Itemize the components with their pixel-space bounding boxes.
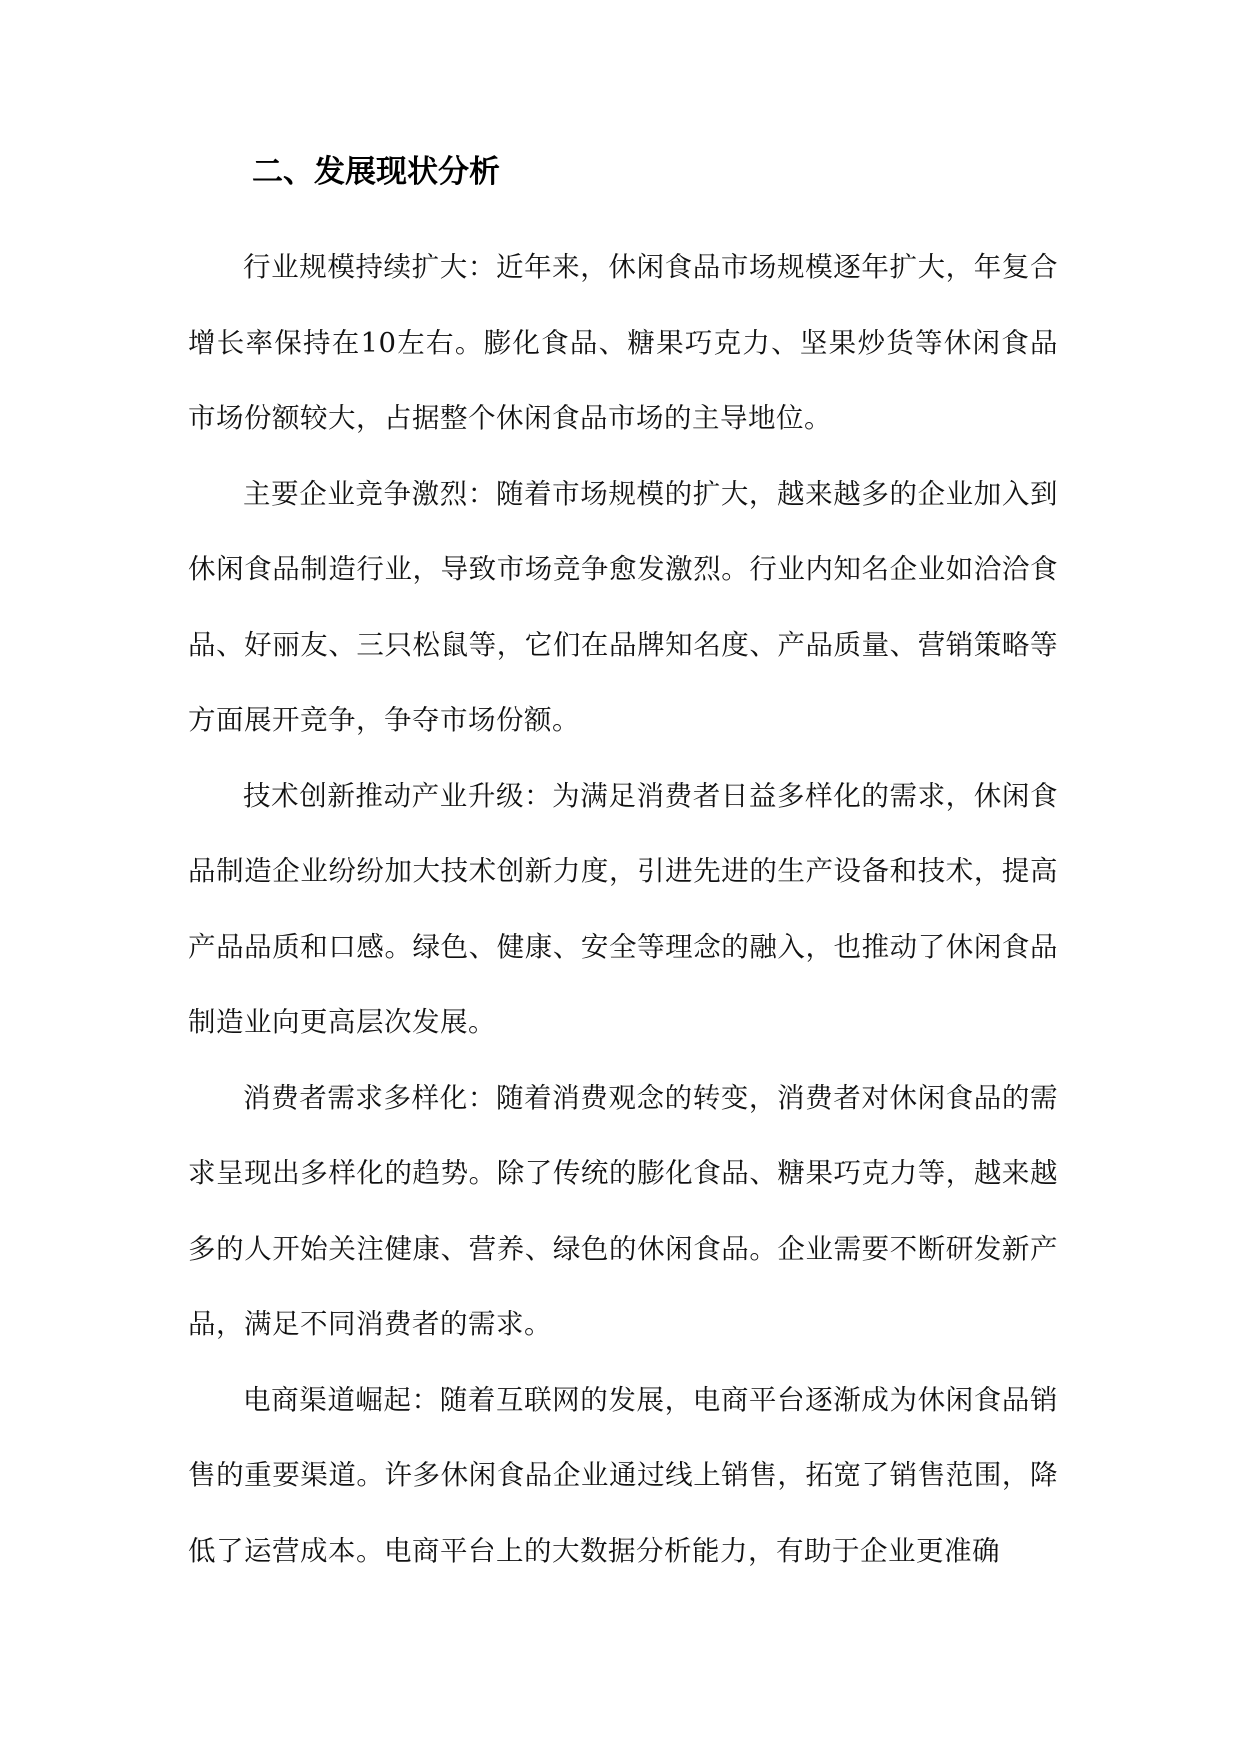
section-heading: 二、发展现状分析: [252, 154, 500, 190]
paragraph-ecommerce: 电商渠道崛起：随着互联网的发展，电商平台逐渐成为休闲食品销售的重要渠道。许多休闲食品企业通过线上销售，拓宽了销售范围，降低了运营成本。电商平台上的大数据分析能力，有助于企业更准确: [188, 1383, 1058, 1567]
paragraph-industry-scale: 行业规模持续扩大：近年来，休闲食品市场规模逐年扩大，年复合增长率保持在10左右。膨化食品、糖果巧克力、坚果炒货等休闲食品市场份额较大，占据整个休闲食品市场的主导地位。: [188, 251, 1058, 434]
body-text: [188, 230, 1058, 1589]
paragraph-tech-innovation: 技术创新推动产业升级：为满足消费者日益多样化的需求，休闲食品制造企业纷纷加大技术创新力度，引进先进的生产设备和技术，提高产品品质和口感。绿色、健康、安全等理念的融入，也推动了休闲食品制造业向更高层次发展。: [188, 779, 1058, 1038]
paragraph-competition: 主要企业竞争激烈：随着市场规模的扩大，越来越多的企业加入到休闲食品制造行业，导致市场竞争愈发激烈。行业内知名企业如洽洽食品、好丽友、三只松鼠等，它们在品牌知名度、产品质量、营销策略等方面展开竞争，争夺市场份额。: [188, 477, 1058, 736]
paragraph-consumer-demand: 消费者需求多样化：随着消费观念的转变，消费者对休闲食品的需求呈现出多样化的趋势。除了传统的膨化食品、糖果巧克力等，越来越多的人开始关注健康、营养、绿色的休闲食品。企业需要不断研发新产品，满足不同消费者的需求。: [188, 1081, 1058, 1340]
